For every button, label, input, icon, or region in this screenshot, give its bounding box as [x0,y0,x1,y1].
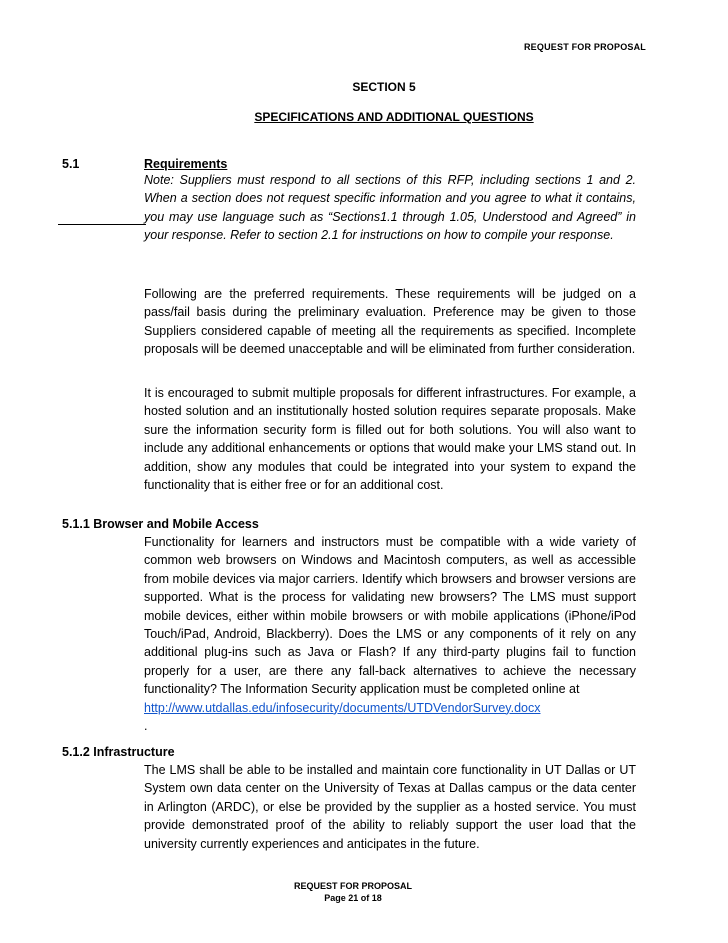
infosecurity-link[interactable]: http://www.utdallas.edu/infosecurity/documents/UTDVendorSurvey.docx [144,700,541,715]
section-5-1-note: Note: Suppliers must respond to all sections of this RFP, including sections 1 and 2. When a section does not request specific information and you agree to what it contains, you may use language such as “Sections1.1 through 1.05, Understood and Agreed” in your response. Refer to section 2.1 for instructions on how to compile your response. [144,173,636,243]
section-number: SECTION 5 [352,80,416,94]
infrastructure-body: The LMS shall be able to be installed and maintain core functionality in UT Dallas or UT System own data center on the University of Texas at Dallas campus or the data center in Arlington (ARDC), or else be provided by the supplier as a hosted service. You must provide demonstrated proof of the ability to reliably support the user load that the university currently experiences and anticipates in the future. [144,763,636,851]
link-trailing-period: . [144,719,148,734]
divider-line [58,224,146,225]
section-title: SPECIFICATIONS AND ADDITIONAL QUESTIONS [254,110,534,124]
browser-mobile-text: Functionality for learners and instructors must be compatible with a wide variety of common web browsers on Windows and Macintosh computers, as well as accessible from mobile devices via major carriers. Identify which browsers and browser versions are supported. What is the process for validating new browsers? The LMS must support mobile devices, either within mobile browsers or with mobile applications (iPhone/iPod Touch/iPad, Android, Blackberry). Does the LMS or any components of it rely on any additional plug-ins such as Java or Flash? If any third-party plugins fail to function properly for a user, are there any fall-back alternatives to achieve the necessary functionality? The Information Security application must be completed online at [144,535,636,697]
footer-title: REQUEST FOR PROPOSAL [293,881,412,891]
requirements-paragraph: Following are the preferred requirements. These requirements will be judged on a pass/fail basis during the preliminary evaluation. Preference may be given to those Suppliers considered capable of meeting all the requirements as specified. Incomplete proposals will be deemed unacceptable and will be eliminated from further consideration. [144,287,636,357]
footer-page-number: Page 21 of 18 [324,893,382,903]
section-5-1-1-heading: 5.1.1 Browser and Mobile Access [62,517,259,531]
running-header: REQUEST FOR PROPOSAL [523,42,646,52]
proposals-paragraph: It is encouraged to submit multiple proposals for different infrastructures. For example, a hosted solution and an institutionally hosted solution requires separate proposals. Make sure the information security form is filled out for both solutions. You will also want to include any additional enhancements or options that would make your LMS stand out. In addition, show any modules that could be integrated into your system to expand the functionality that is either free or for an additional cost. [144,386,636,493]
section-5-1-heading: Requirements [144,157,228,171]
browser-mobile-body [144,533,636,735]
section-5-1-2-heading: 5.1.2 Infrastructure [62,745,175,759]
section-5-1-number: 5.1 [62,157,80,171]
